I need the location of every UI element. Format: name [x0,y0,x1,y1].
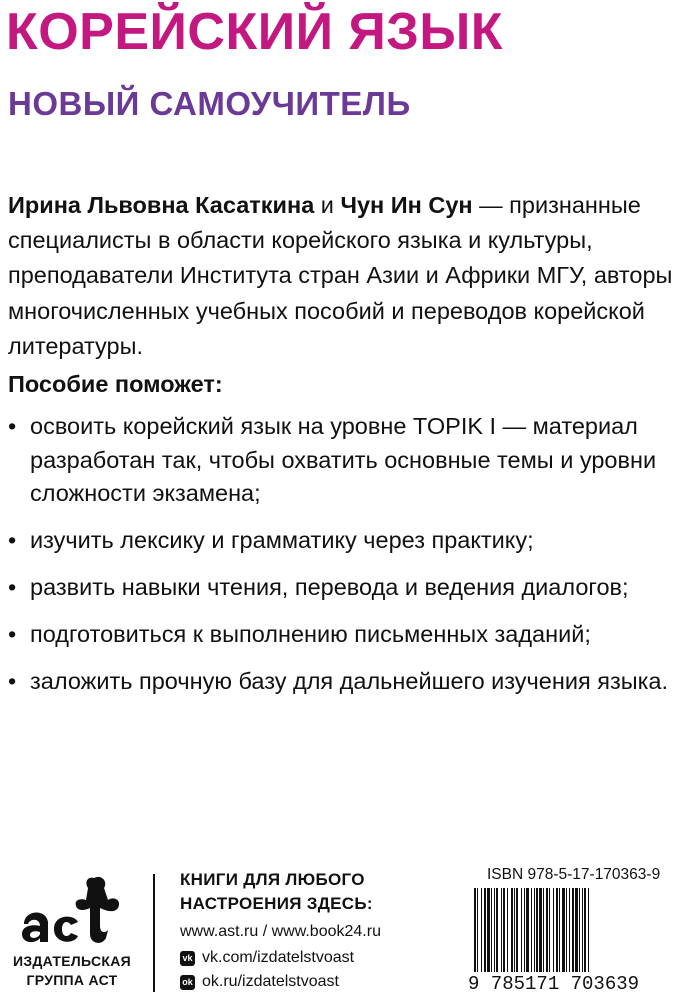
benefit-text: подготовиться к выполнению письменных заданий; [30,621,591,647]
benefits-heading: Пособие поможет: [8,371,223,397]
benefits-list [8,410,686,712]
bullet-icon: • [8,574,17,600]
ok-url[interactable]: ok.ru/izdatelstvoast [202,973,339,990]
bullet-icon: • [8,527,17,553]
ok-icon: ok [180,975,195,990]
barcode-icon [470,888,680,978]
ok-link[interactable] [180,972,339,992]
footer-slogan [180,868,373,916]
authors-paragraph [8,188,684,364]
isbn-number: ISBN 978-5-17-170363-9 [487,866,661,883]
publisher-websites[interactable]: www.ast.ru / www.book24.ru [180,923,381,940]
benefit-item [8,524,686,558]
logo-caption [8,952,136,990]
benefit-text: изучить лексику и грамматику через практику; [30,527,534,553]
ast-logo-icon [16,872,128,952]
bullet-icon: • [8,621,17,647]
book-subtitle: НОВЫЙ САМОУЧИТЕЛЬ [8,85,411,122]
slogan-line-1: КНИГИ ДЛЯ ЛЮБОГО [180,870,365,889]
benefit-item [8,410,686,511]
author-name-1: Ирина Львовна Касаткина [8,192,315,218]
author-name-2: Чун Ин Сун [340,192,473,218]
benefit-item [8,618,686,652]
benefit-text: освоить корейский язык на уровне TOPIK I — материал разработан так, чтобы охватить основные темы и уровни сложности экзамена; [30,413,657,506]
footer-divider [153,874,155,992]
bullet-icon: • [8,413,17,439]
logo-caption-line-1: ИЗДАТЕЛЬСКАЯ [12,953,132,969]
bullet-icon: • [8,668,17,694]
publisher-logo [8,872,136,992]
barcode-digits: 9 785171 703639 [468,973,640,995]
benefit-text: развить навыки чтения, перевода и ведения диалогов; [30,574,629,600]
vk-url[interactable]: vk.com/izdatelstvoast [202,949,355,966]
benefit-text: заложить прочную базу для дальнейшего изучения языка. [30,668,669,694]
authors-conjunction: и [314,192,341,218]
logo-caption-line-2: ГРУППА АСТ [26,972,118,988]
benefit-item [8,571,686,605]
book-title: КОРЕЙСКИЙ ЯЗЫК [6,3,504,61]
benefit-item [8,665,686,699]
vk-icon: vk [180,951,195,966]
authors-description: — признанные специалисты в области корейского языка и культуры, преподаватели Института стран Азии и Африки МГУ, авторы многочисленных учебных пособий и переводов корейской литературы. [8,192,673,359]
slogan-line-2: НАСТРОЕНИЯ ЗДЕСЬ: [180,894,373,913]
vk-link[interactable] [180,948,354,968]
